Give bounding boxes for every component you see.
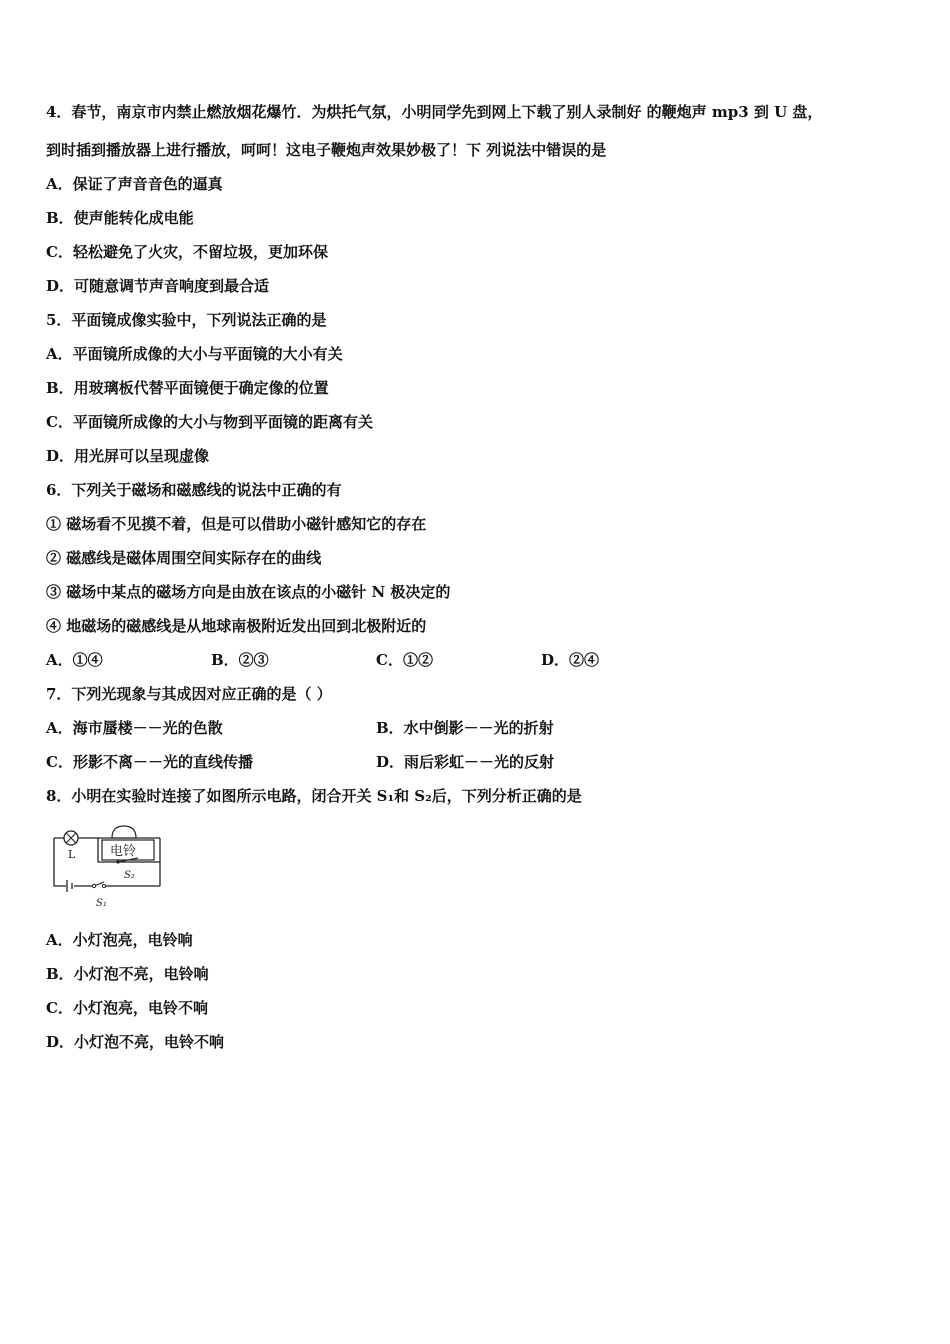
q7-option-d[interactable]: D．雨后彩虹－－光的反射 — [376, 753, 555, 771]
q5-option-d[interactable]: D．用光屏可以呈现虚像 — [46, 447, 210, 465]
lamp-label: L — [68, 848, 76, 861]
q6-statement-4: ④ 地磁场的磁感线是从地球南极附近发出回到北极附近的 — [46, 617, 427, 635]
q8-option-d[interactable]: D．小灯泡不亮，电铃不响 — [46, 1033, 225, 1051]
q4-option-a[interactable]: A．保证了声音音色的逼真 — [46, 175, 223, 193]
q6-option-c[interactable]: C．①② — [376, 651, 433, 669]
q4-stem-line1: 4．春节，南京市内禁止燃放烟花爆竹．为烘托气氛，小明同学先到网上下载了别人录制好 的鞭炮声 mp3 到 U 盘， — [46, 103, 823, 121]
q8-stem: 8．小明在实验时连接了如图所示电路，闭合开关 S₁和 S₂后，下列分析正确的是 — [46, 787, 582, 805]
bell-label: 电铃 — [110, 844, 137, 859]
switch-s1-label: S₁ — [96, 898, 107, 909]
q5-option-a[interactable]: A．平面镜所成像的大小与平面镜的大小有关 — [46, 345, 343, 363]
switch-s1-icon — [92, 882, 105, 888]
q7-option-c[interactable]: C．形影不离－－光的直线传播 — [46, 753, 253, 771]
q7-stem: 7．下列光现象与其成因对应正确的是（ ） — [46, 685, 332, 703]
q7-option-a[interactable]: A．海市蜃楼－－光的色散 — [46, 719, 223, 737]
q8-option-b[interactable]: B．小灯泡不亮，电铃响 — [46, 965, 209, 983]
q6-option-d[interactable]: D．②④ — [541, 651, 600, 669]
q5-option-c[interactable]: C．平面镜所成像的大小与物到平面镜的距离有关 — [46, 413, 373, 431]
q5-option-b[interactable]: B．用玻璃板代替平面镜便于确定像的位置 — [46, 379, 329, 397]
q4-option-d[interactable]: D．可随意调节声音响度到最合适 — [46, 277, 270, 295]
q7-options-row2 — [46, 752, 646, 772]
lamp-icon — [64, 831, 78, 845]
q4-stem-line2: 到时插到播放器上进行播放，呵呵！这电子鞭炮声效果妙极了！下 列说法中错误的是 — [46, 141, 607, 159]
q6-option-b[interactable]: B．②③ — [211, 651, 269, 669]
q4-option-b[interactable]: B．使声能转化成电能 — [46, 209, 194, 227]
q8-option-c[interactable]: C．小灯泡亮，电铃不响 — [46, 999, 208, 1017]
q6-statement-2: ② 磁感线是磁体周围空间实际存在的曲线 — [46, 549, 322, 567]
circuit-diagram — [48, 822, 168, 912]
q7-options-row1 — [46, 718, 646, 738]
switch-s2-label: S₂ — [124, 870, 135, 881]
q6-statement-3: ③ 磁场中某点的磁场方向是由放在该点的小磁针 N 极决定的 — [46, 583, 451, 601]
q7-option-b[interactable]: B．水中倒影－－光的折射 — [376, 719, 554, 737]
q6-option-a[interactable]: A．①④ — [46, 651, 103, 669]
q8-option-a[interactable]: A．小灯泡亮，电铃响 — [46, 931, 193, 949]
q6-options — [46, 650, 646, 670]
q4-option-c[interactable]: C．轻松避免了火灾，不留垃圾，更加环保 — [46, 243, 328, 261]
q6-stem: 6．下列关于磁场和磁感线的说法中正确的有 — [46, 481, 342, 499]
battery-icon — [67, 880, 72, 892]
q5-stem: 5．平面镜成像实验中，下列说法正确的是 — [46, 311, 327, 329]
q6-statement-1: ① 磁场看不见摸不着，但是可以借助小磁针感知它的存在 — [46, 515, 427, 533]
